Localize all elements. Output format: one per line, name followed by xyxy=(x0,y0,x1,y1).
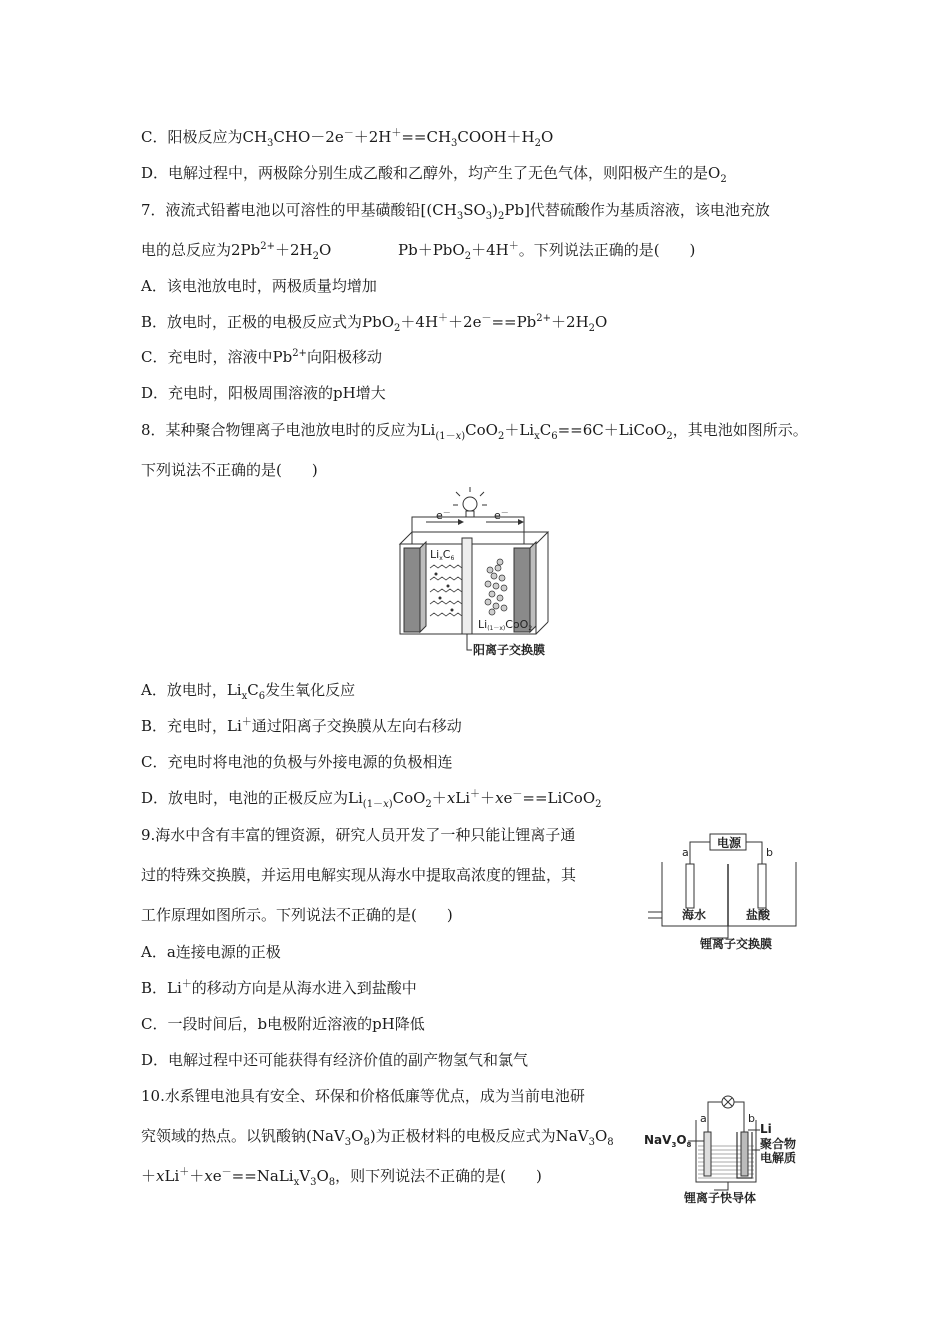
q8-stem-line2: 下列说法不正确的是( ) xyxy=(141,461,318,479)
q10-stem-line2: 究领域的热点。以钒酸钠$(NaV_3O_8)$为正极材料的电极反应式为$NaV_3O_8$ xyxy=(141,1127,614,1148)
q6-option-c: C．阳极反应为$CH_3CHO-2e^-+2H^+==CH_3COOH+H_2O$ xyxy=(141,128,554,149)
electrode-b xyxy=(758,864,766,908)
seawater-label: 海水 xyxy=(682,908,707,922)
lico-particles xyxy=(485,559,507,615)
q9-option-c: C．一段时间后，b电极附近溶液的pH降低 xyxy=(141,1015,425,1033)
cathode-label: Li(1－x)CoO2 xyxy=(478,618,533,632)
anode-label: LixC6 xyxy=(430,548,455,562)
power-source-label: 电源 xyxy=(717,836,742,850)
q8-stem-line1: 8．某种聚合物锂离子电池放电时的反应为$Li_{(1-x)}CoO_2+Li_xC_6==6C+LiCoO_2$，其电池如图所示。 xyxy=(141,421,808,442)
polymer-label-2: 电解质 xyxy=(760,1151,797,1165)
q7-stem-line2a: 电的总反应为$2Pb^{2+}+2H_2O$ xyxy=(141,241,332,262)
cation-exchange-membrane xyxy=(462,538,472,634)
q9-stem-line1: 9.海水中含有丰富的锂资源，研究人员开发了一种只能让锂离子通 xyxy=(141,826,576,844)
q7-option-a: A．该电池放电时，两极质量均增加 xyxy=(141,277,377,295)
li-label: Li xyxy=(760,1122,772,1136)
q9-option-a: A．a连接电源的正极 xyxy=(141,943,281,961)
li-electrode xyxy=(741,1132,748,1176)
q6-option-d: D．电解过程中，两极除分别生成乙酸和乙醇外，均产生了无色气体，则阳极产生的是$O_2$ xyxy=(141,164,727,185)
membrane-label: 阳离子交换膜 xyxy=(473,643,546,657)
electrode-a-label: a xyxy=(682,846,689,859)
electrode-b-label: b xyxy=(766,846,773,859)
q9-option-b: B．Li＋的移动方向是从海水进入到盐酸中 xyxy=(141,979,417,997)
electron-label-right: e－ xyxy=(494,508,509,522)
anode-electrode xyxy=(404,548,420,632)
terminal-a-label: a xyxy=(700,1112,707,1125)
q10-stem-line1: 10.水系锂电池具有安全、环保和价格低廉等优点，成为当前电池研 xyxy=(141,1087,585,1105)
q9-membrane-label: 锂离子交换膜 xyxy=(700,937,773,951)
fast-conductor-label: 锂离子快导体 xyxy=(684,1191,757,1205)
electrode-a xyxy=(686,864,694,908)
q10-battery-figure xyxy=(644,1090,814,1206)
q9-electrolysis-figure xyxy=(646,828,806,952)
graphite-layers xyxy=(430,565,462,616)
nav3o8-label: $NaV_3O_8$ xyxy=(644,1133,692,1149)
lamp-icon xyxy=(722,1096,734,1108)
q7-option-c: C．充电时，溶液中$Pb^{2+}$向阳极移动 xyxy=(141,348,382,366)
q8-option-d: D．放电时，电池的正极反应为$Li_{(1-x)}CoO_2+xLi^++xe^-==LiCoO_2$ xyxy=(141,789,602,810)
light-bulb-icon xyxy=(453,487,487,517)
hydrochloric-acid-label: 盐酸 xyxy=(746,908,771,922)
q8-option-b: B．充电时，Li＋通过阳离子交换膜从左向右移动 xyxy=(141,717,462,735)
q9-stem-line2: 过的特殊交换膜，并运用电解实现从海水中提取高浓度的锂盐，其 xyxy=(141,866,577,884)
q8-option-a: A．放电时，$Li_xC_6$发生氧化反应 xyxy=(141,681,356,702)
q9-stem-line3: 工作原理如图所示。下列说法不正确的是( ) xyxy=(141,906,453,924)
q7-stem-line1: 7．液流式铅蓄电池以可溶性的甲基磺酸铅$[(CH_3SO_3)_2Pb]$代替硫酸作为基质溶液，该电池充放 xyxy=(141,201,770,222)
q10-stem-line3: $+xLi^++xe^-==NaLi_xV_3O_8$，则下列说法不正确的是( ) xyxy=(141,1167,542,1188)
q8-option-c: C．充电时将电池的负极与外接电源的负极相连 xyxy=(141,753,453,771)
q8-battery-figure xyxy=(392,486,554,658)
q7-stem-line2b: Pb＋PbO$_2$＋4H＋。下列说法正确的是( ) xyxy=(398,241,696,262)
electron-label-left: e－ xyxy=(436,508,451,522)
q9-option-d: D．电解过程中还可能获得有经济价值的副产物氢气和氯气 xyxy=(141,1051,529,1069)
q7-option-d: D．充电时，阳极周围溶液的pH增大 xyxy=(141,384,386,402)
polymer-label-1: 聚合物 xyxy=(760,1137,797,1151)
q7-option-b: B．放电时，正极的电极反应式为$PbO_2+4H^++2e^-==Pb^{2+}+2H_2O$ xyxy=(141,313,608,334)
terminal-b-label: b xyxy=(748,1112,755,1125)
nav3o8-electrode xyxy=(704,1132,711,1176)
